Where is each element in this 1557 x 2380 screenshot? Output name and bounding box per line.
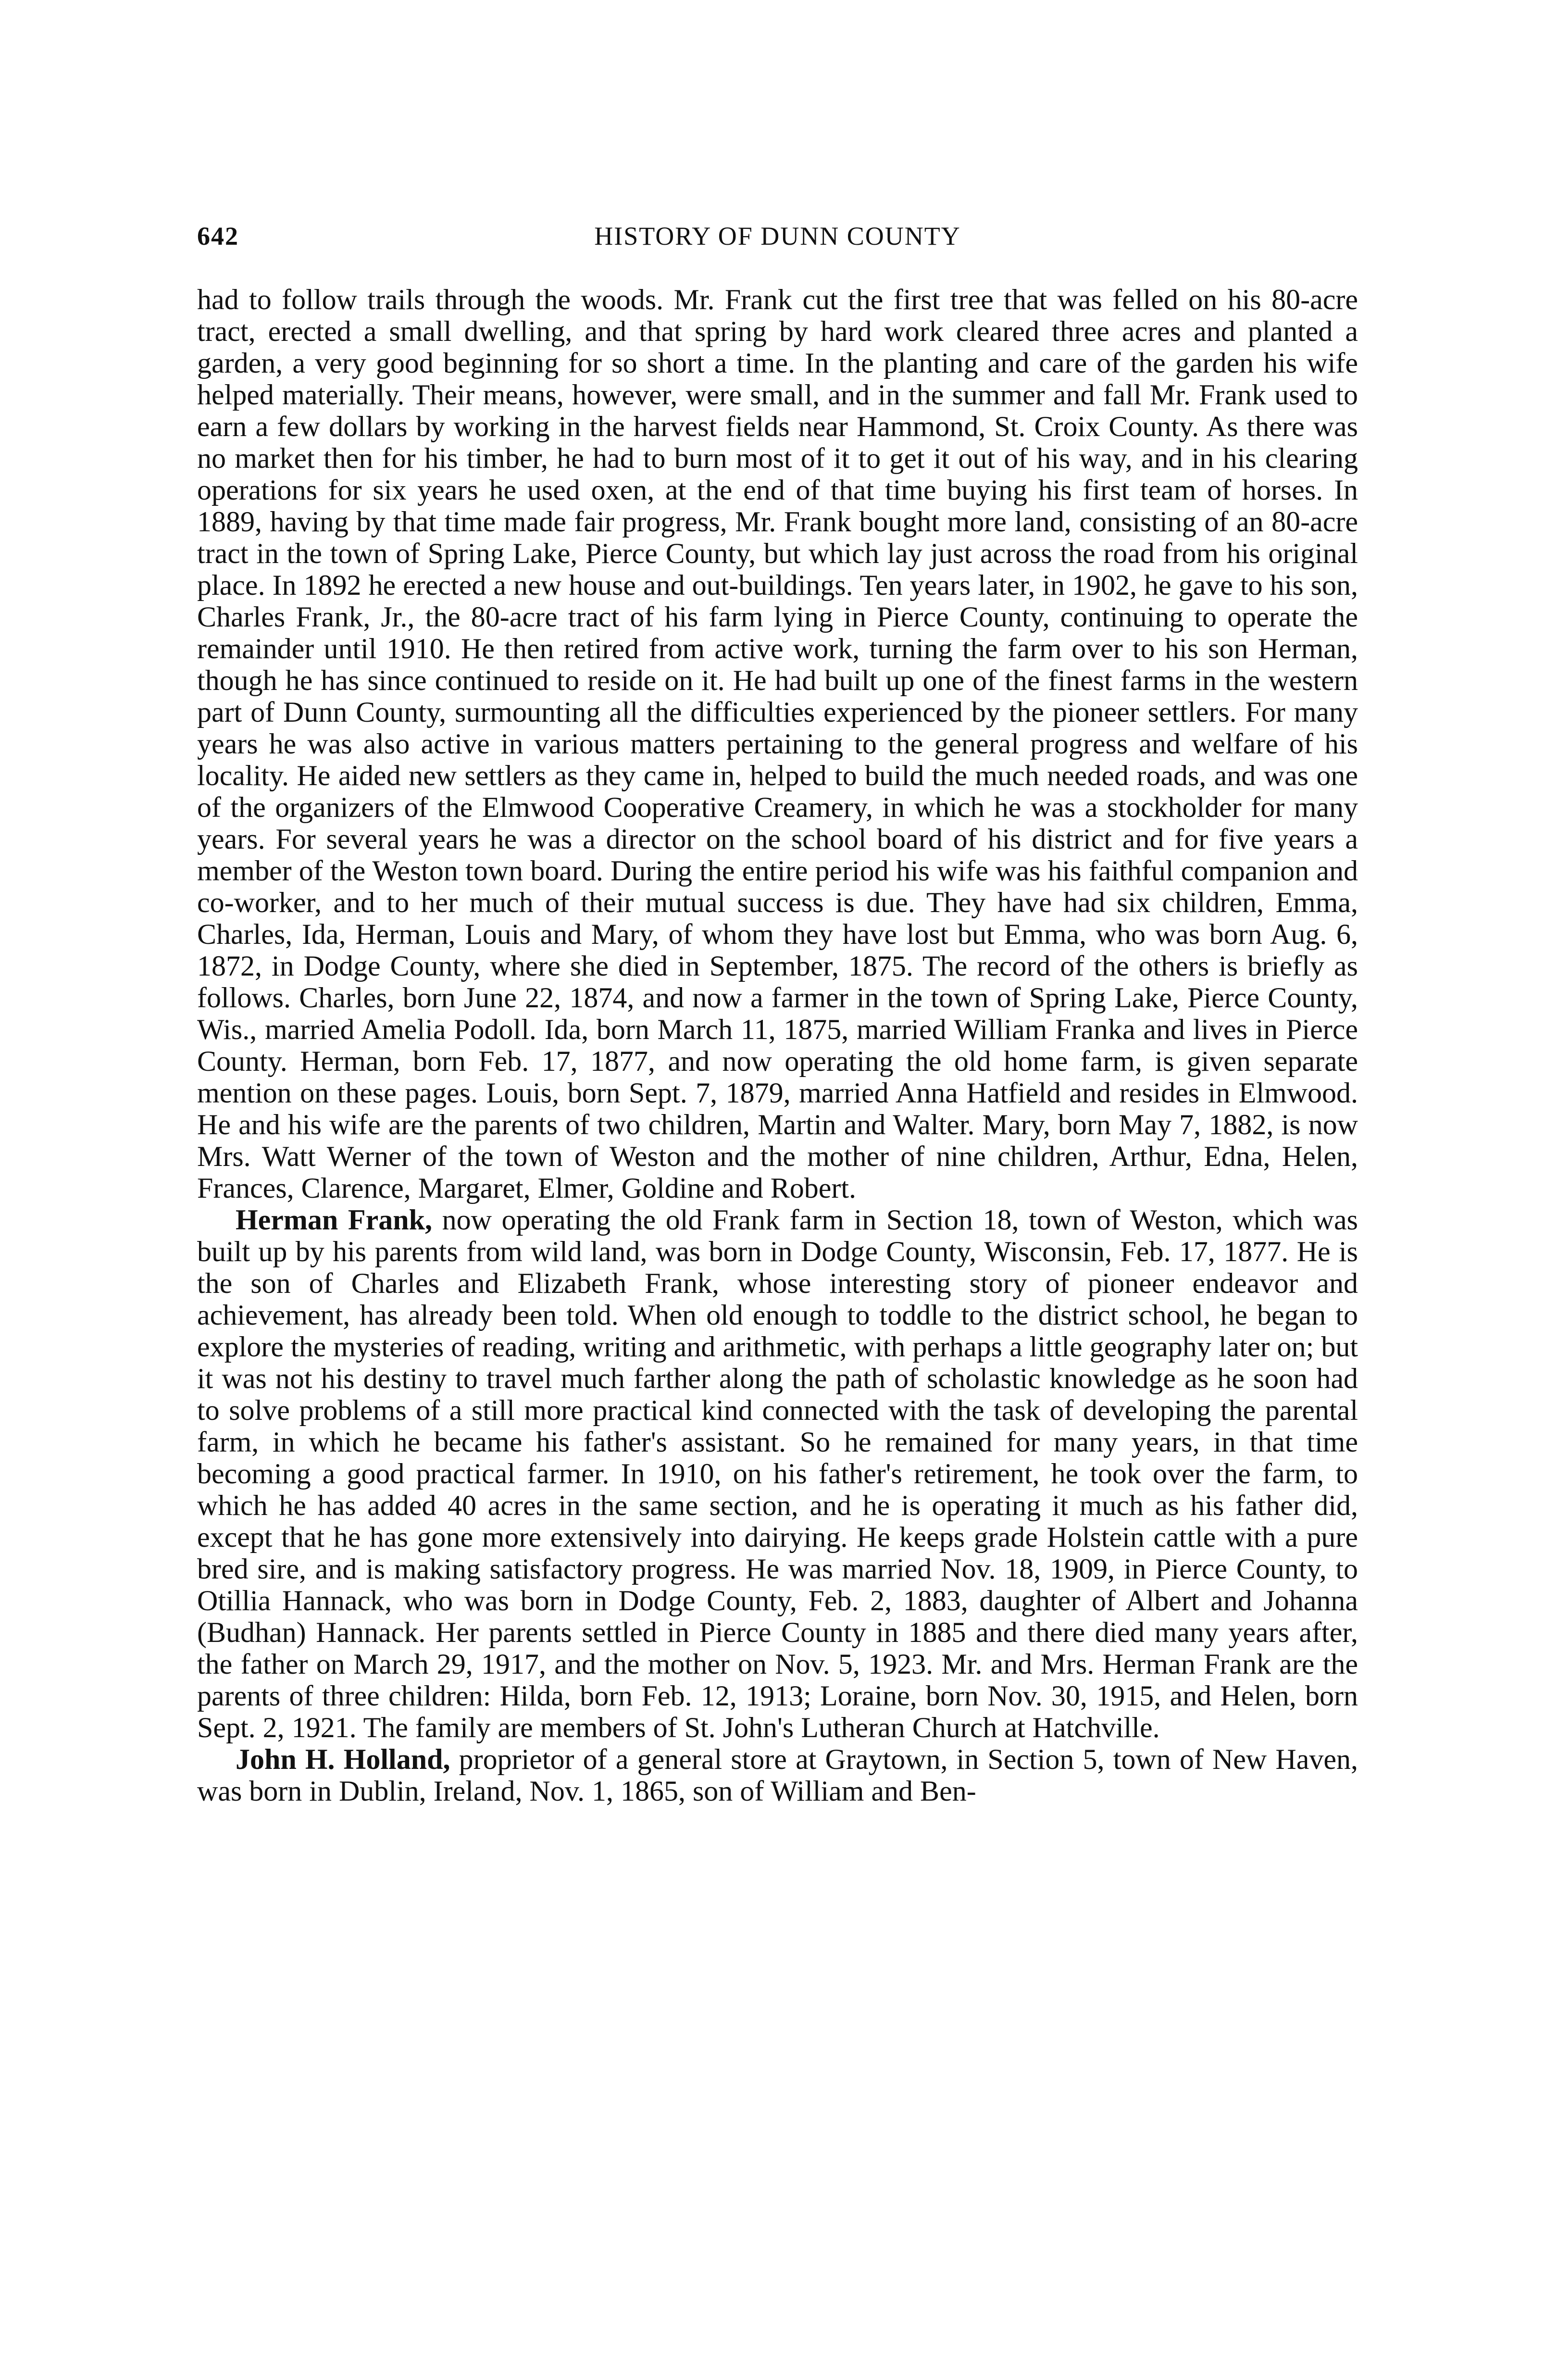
paragraph-john-h-holland [197,1743,1358,1807]
body-text [197,284,1358,1807]
biography-name: Herman Frank, [236,1204,432,1236]
paragraph-text: had to follow trails through the woods. Mr. Frank cut the first tree that was felled on his 80-acre tract, erected a small dwelling, and that spring by hard work cleared three acres and planted a garden, a very good beginning for so short a time. In the planting and care of the garden his wife helped materially. Their means, however, were small, and in the summer and fall Mr. Frank used to earn a few dollars by working in the harvest fields near Hammond, St. Croix County. As there was no market then for his timber, he had to burn most of it to get it out of his way, and in his clearing operations for six years he used oxen, at the end of that time buying his first team of horses. In 1889, having by that time made fair progress, Mr. Frank bought more land, consisting of an 80-acre tract in the town of Spring Lake, Pierce County, but which lay just across the road from his original place. In 1892 he erected a new house and out-buildings. Ten years later, in 1902, he gave to his son, Charles Frank, Jr., the 80-acre tract of his farm lying in Pierce County, continuing to operate the remainder until 1910. He then retired from active work, turning the farm over to his son Herman, though he has since continued to reside on it. He had built up one of the finest farms in the western part of Dunn County, surmounting all the difficulties experienced by the pioneer settlers. For many years he was also active in various matters pertaining to the general progress and welfare of his locality. He aided new settlers as they came in, helped to build the much needed roads, and was one of the organizers of the Elmwood Cooperative Creamery, in which he was a stockholder for many years. For several years he was a director on the school board of his district and for five years a member of the Weston town board. During the entire period his wife was his faithful companion and co-worker, and to her much of their mutual success is due. They have had six children, Emma, Charles, Ida, Herman, Louis and Mary, of whom they have lost but Emma, who was born Aug. 6, 1872, in Dodge County, where she died in September, 1875. The record of the others is briefly as follows. Charles, born June 22, 1874, and now a farmer in the town of Spring Lake, Pierce County, Wis., married Amelia Podoll. Ida, born March 11, 1875, married William Franka and lives in Pierce County. Herman, born Feb. 17, 1877, and now operating the old home farm, is given separate mention on these pages. Louis, born Sept. 7, 1879, married Anna Hatfield and resides in Elmwood. He and his wife are the parents of two children, Martin and Walter. Mary, born May 7, 1882, is now Mrs. Watt Werner of the town of Weston and the mother of nine children, Arthur, Edna, Helen, Frances, Clarence, Margaret, Elmer, Goldine and Robert. [197,284,1358,1204]
running-title: HISTORY OF DUNN COUNTY [594,222,961,251]
paragraph-text: proprietor of a general store at Graytown, in Section 5, town of New Haven, was born in Dublin, Ireland, Nov. 1, 1865, son of William and Ben- [197,1743,1358,1807]
paragraph-herman-frank [197,1204,1358,1743]
book-page [197,221,1358,1807]
biography-name: John H. Holland, [236,1743,450,1775]
paragraph-charles-frank-continued [197,284,1358,1204]
page-header [197,221,1358,264]
page-number: 642 [197,222,239,251]
paragraph-text: now operating the old Frank farm in Section 18, town of Weston, which was built up by his parents from wild land, was born in Dodge County, Wisconsin, Feb. 17, 1877. He is the son of Charles and Elizabeth Frank, whose interesting story of pioneer endeavor and achievement, has already been told. When old enough to toddle to the district school, he began to explore the mysteries of reading, writing and arithmetic, with perhaps a little geography later on; but it was not his destiny to travel much farther along the path of scholastic knowledge as he soon had to solve problems of a still more practical kind connected with the task of developing the parental farm, in which he became his father's assistant. So he remained for many years, in that time becoming a good practical farmer. In 1910, on his father's retirement, he took over the farm, to which he has added 40 acres in the same section, and he is operating it much as his father did, except that he has gone more extensively into dairying. He keeps grade Holstein cattle with a pure bred sire, and is making satisfactory progress. He was married Nov. 18, 1909, in Pierce County, to Otillia Hannack, who was born in Dodge County, Feb. 2, 1883, daughter of Albert and Johanna (Budhan) Hannack. Her parents settled in Pierce County in 1885 and there died many years after, the father on March 29, 1917, and the mother on Nov. 5, 1923. Mr. and Mrs. Herman Frank are the parents of three children: Hilda, born Feb. 12, 1913; Loraine, born Nov. 30, 1915, and Helen, born Sept. 2, 1921. The family are members of St. John's Lutheran Church at Hatchville. [197,1204,1358,1743]
